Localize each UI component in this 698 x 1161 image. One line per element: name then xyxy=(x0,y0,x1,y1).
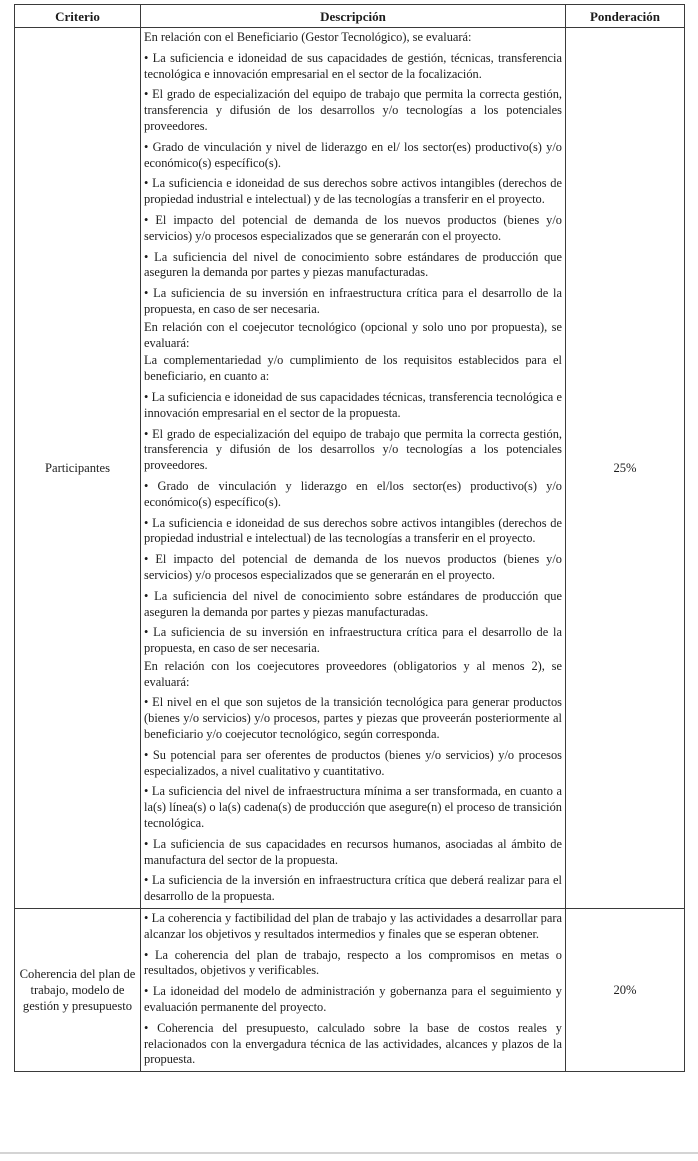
description-bullet-item: • La suficiencia e idoneidad de sus derechos sobre activos intangibles (derechos de propiedad industrial e intelectual) y de las tecnologías a transferir en el proyecto. xyxy=(144,176,562,207)
description-bullet-item: • El grado de especialización del equipo de trabajo que permita la correcta gestión, transferencia y difusión de los desarrollos y/o tecnologías a los potenciales proveedores. xyxy=(144,426,562,473)
description-bullet-item: • Su potencial para ser oferentes de productos (bienes y/o servicios) y/o procesos especializados, a nivel cualitativo y cuantitativo. xyxy=(144,747,562,778)
description-bullet-item: • La coherencia y factibilidad del plan de trabajo y las actividades a desarrollar para alcanzar los objetivos y resultados intermedios y finales que se esperan obtener. xyxy=(144,911,562,941)
description-paragraph: En relación con el coejecutor tecnológico (opcional y solo uno por propuesta), se evaluará: xyxy=(144,319,562,350)
table-row xyxy=(15,28,685,909)
ponderacion-cell: 25% xyxy=(566,28,685,909)
description-bullet-item: • La suficiencia de su inversión en infraestructura crítica para el desarrollo de la propuesta, en caso de ser necesaria. xyxy=(144,286,562,316)
header-ponderacion: Ponderación xyxy=(566,5,685,28)
description-bullet-item: • La suficiencia e idoneidad de sus capacidades de gestión, técnicas, transferencia tecnológica e innovación empresarial en el sector de la focalización. xyxy=(144,50,562,81)
description-bullet-item: • La suficiencia de su inversión en infraestructura crítica para el desarrollo de la propuesta, en caso de ser necesaria. xyxy=(144,625,562,656)
description-bullet-item: • El grado de especialización del equipo de trabajo que permita la correcta gestión, transferencia y difusión de los desarrollos y/o tecnologías a los potenciales proveedores. xyxy=(144,87,562,133)
descripcion-cell xyxy=(141,28,566,909)
criteria-table xyxy=(14,4,685,1072)
table-row xyxy=(15,909,685,1072)
description-bullet-item: • Coherencia del presupuesto, calculado sobre la base de costos reales y relacionados con la envergadura técnica de las actividades, alcances y plazos de la propuesta. xyxy=(144,1020,562,1067)
description-bullet-item: • El impacto del potencial de demanda de los nuevos productos (bienes y/o servicios) y/o procesos especializados que se generarán con el proyecto. xyxy=(144,212,562,243)
ponderacion-cell: 20% xyxy=(566,909,685,1072)
descripcion-cell xyxy=(141,909,566,1072)
description-bullet-item: • La suficiencia del nivel de infraestructura mínima a ser transformada, en cuanto a la(s) línea(s) o la(s) cadena(s) de producción que asegure(n) el proceso de transición tecnológica. xyxy=(144,784,562,831)
header-descripcion: Descripción xyxy=(141,5,566,28)
criterio-cell: Participantes xyxy=(15,28,141,909)
description-bullet-item: • La suficiencia del nivel de conocimiento sobre estándares de producción que aseguren la demanda por partes y piezas manufacturadas. xyxy=(144,249,562,280)
description-bullet-item: • Grado de vinculación y nivel de liderazgo en el/ los sector(es) productivo(s) y/o económico(s) específico(s). xyxy=(144,139,562,170)
description-bullet-item: • El nivel en el que son sujetos de la transición tecnológica para generar productos (bienes y/o servicios) y/o procesos, partes y piezas que proveerán posteriormente al beneficiario y/o coejecutor tecnológico, según corresponda. xyxy=(144,695,562,742)
description-bullet-item: • La suficiencia e idoneidad de sus derechos sobre activos intangibles (derechos de propiedad industrial e intelectual) de las tecnologías a transferir en el proyecto. xyxy=(144,515,562,546)
description-paragraph: En relación con los coejecutores proveedores (obligatorios y al menos 2), se evaluará: xyxy=(144,658,562,689)
description-bullet-item: • El impacto del potencial de demanda de los nuevos productos (bienes y/o servicios) y/o procesos especializados que se generarán en el proyecto. xyxy=(144,552,562,582)
description-paragraph: La complementariedad y/o cumplimiento de los requisitos establecidos para el beneficiario, en cuanto a: xyxy=(144,353,562,384)
description-bullet-item: • La suficiencia e idoneidad de sus capacidades técnicas, transferencia tecnológica e innovación empresarial en el sector de la propuesta. xyxy=(144,389,562,420)
criterio-cell: Coherencia del plan de trabajo, modelo de gestión y presupuesto xyxy=(15,909,141,1072)
page-bottom-shadow xyxy=(0,1152,698,1154)
description-bullet-item: • Grado de vinculación y liderazgo en el/los sector(es) productivo(s) y/o económico(s) específico(s). xyxy=(144,478,562,509)
description-bullet-item: • La coherencia del plan de trabajo, respecto a los compromisos en metas o resultados, objetivos y verificables. xyxy=(144,947,562,978)
description-bullet-item: • La suficiencia de sus capacidades en recursos humanos, asociadas al ámbito de manufactura del sector de la propuesta. xyxy=(144,836,562,867)
header-criterio: Criterio xyxy=(15,5,141,28)
criteria-table-body xyxy=(15,28,685,1072)
description-bullet-item: • La idoneidad del modelo de administración y gobernanza para el seguimiento y evaluación permanente del proyecto. xyxy=(144,984,562,1015)
description-bullet-item: • La suficiencia del nivel de conocimiento sobre estándares de producción que aseguren la demanda por partes y piezas manufacturadas. xyxy=(144,588,562,619)
description-paragraph: En relación con el Beneficiario (Gestor Tecnológico), se evaluará: xyxy=(144,30,472,44)
table-header-row xyxy=(15,5,685,28)
description-bullet-item: • La suficiencia de la inversión en infraestructura crítica que deberá realizar para el desarrollo de la propuesta. xyxy=(144,873,562,904)
